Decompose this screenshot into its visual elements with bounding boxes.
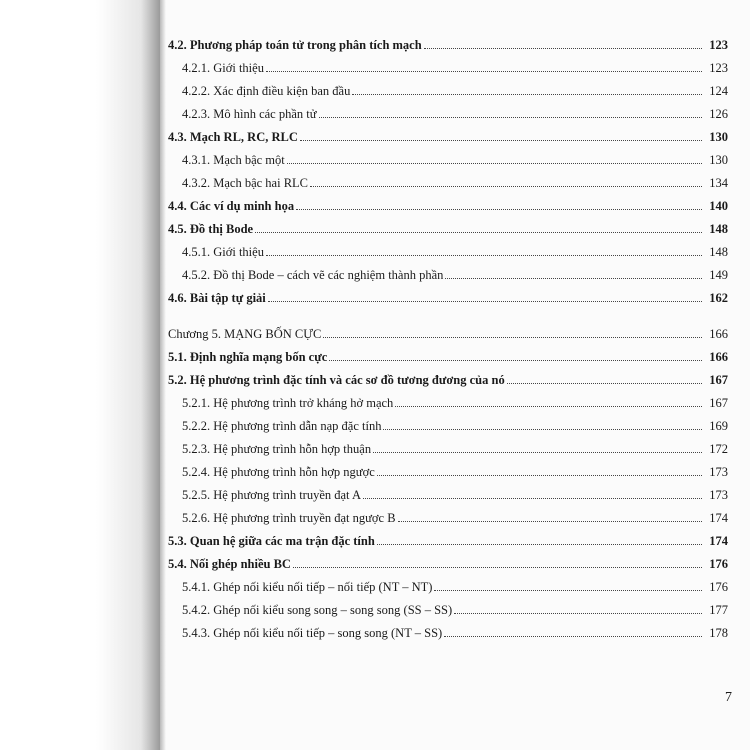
toc-entry	[182, 603, 728, 617]
toc-entry-title: 5.2.5. Hệ phương trình truyền đạt A	[182, 488, 361, 502]
toc-entry-title: 5.4.2. Ghép nối kiểu song song – song song (SS – SS)	[182, 603, 453, 617]
dot-leader	[287, 163, 702, 164]
dot-leader	[293, 567, 702, 568]
dot-leader	[507, 383, 702, 384]
toc-entry-page: 140	[709, 199, 728, 213]
dot-leader	[444, 636, 702, 637]
dot-leader	[268, 301, 702, 302]
dot-leader	[454, 613, 702, 614]
toc-entry	[182, 176, 728, 190]
toc-entry	[168, 557, 728, 571]
toc-entry-page: 167	[709, 373, 728, 387]
toc-entry-title: 5.2.3. Hệ phương trình hỗn hợp thuận	[182, 442, 372, 456]
toc-entry-page: 173	[709, 465, 728, 479]
toc-entry	[182, 107, 728, 121]
toc-entry-title: 5.1. Định nghĩa mạng bốn cực	[168, 350, 328, 364]
toc-entry-page: 174	[709, 534, 728, 548]
toc-entry	[182, 419, 728, 433]
toc-entry-title: 4.3. Mạch RL, RC, RLC	[168, 130, 298, 144]
toc-entry-title: 5.4.3. Ghép nối kiểu nối tiếp – song song (NT – SS)	[182, 626, 443, 640]
toc-entry-page: 176	[709, 580, 728, 594]
dot-leader	[296, 209, 702, 210]
toc-entry-page: 149	[709, 268, 728, 282]
toc-entry-title: 4.3.1. Mạch bậc một	[182, 153, 285, 167]
toc-entry	[182, 245, 728, 259]
toc-entry-page: 124	[709, 84, 728, 98]
toc-entry	[168, 373, 728, 387]
toc-entry-title: 5.3. Quan hệ giữa các ma trận đặc tính	[168, 534, 375, 548]
toc-entry-title: 5.2.6. Hệ phương trình truyền đạt ngược B	[182, 511, 396, 525]
toc-entry-page: 148	[709, 222, 728, 236]
dot-leader	[255, 232, 702, 233]
dot-leader	[395, 406, 702, 407]
book-page	[160, 0, 750, 750]
toc-entry	[168, 350, 728, 364]
toc-entry-page: 130	[709, 153, 728, 167]
toc-entry-title: 5.2.1. Hệ phương trình trở kháng hở mạch	[182, 396, 394, 410]
toc-entry-title: 4.5.2. Đồ thị Bode – cách vẽ các nghiệm thành phần	[182, 268, 444, 282]
page-number: 7	[725, 690, 732, 705]
toc-entry-page: 123	[709, 38, 728, 52]
dot-leader	[377, 544, 702, 545]
toc-entry-title: 5.4. Nối ghép nhiều BC	[168, 557, 291, 571]
toc-entry-page: 178	[709, 626, 728, 640]
toc-entry	[182, 153, 728, 167]
toc-entry-page: 176	[709, 557, 728, 571]
toc-entry-title: 4.2.3. Mô hình các phần tử	[182, 107, 317, 121]
toc-entry-title: 4.5.1. Giới thiệu	[182, 245, 264, 259]
dot-leader	[383, 429, 702, 430]
toc-entry-page: 166	[709, 350, 728, 364]
toc-entry-page: 134	[709, 176, 728, 190]
toc-entry-page: 148	[709, 245, 728, 259]
toc-entry-title: 4.3.2. Mạch bậc hai RLC	[182, 176, 309, 190]
toc-entry	[182, 580, 728, 594]
toc-entry	[182, 268, 728, 282]
dot-leader	[373, 452, 702, 453]
toc-entry	[182, 465, 728, 479]
dot-leader	[377, 475, 702, 476]
toc-entry	[168, 38, 728, 52]
dot-leader	[323, 337, 702, 338]
dot-leader	[363, 498, 702, 499]
dot-leader	[352, 94, 702, 95]
toc-entry-page: 166	[709, 327, 728, 341]
toc-entry	[182, 442, 728, 456]
toc-entry-title: 5.2.2. Hệ phương trình dẫn nạp đặc tính	[182, 419, 382, 433]
toc-entry-page: 169	[709, 419, 728, 433]
toc-entry-title: 5.2.4. Hệ phương trình hỗn hợp ngược	[182, 465, 375, 479]
toc-entry-page: 173	[709, 488, 728, 502]
toc-entry-page: 174	[709, 511, 728, 525]
toc-entry-title: 4.5. Đồ thị Bode	[168, 222, 254, 236]
toc-entry-page: 162	[709, 291, 728, 305]
toc-entry-page: 167	[709, 396, 728, 410]
dot-leader	[329, 360, 702, 361]
toc-entry-title: 4.2. Phương pháp toán tử trong phân tích mạch	[168, 38, 422, 52]
dot-leader	[445, 278, 702, 279]
toc-entry	[168, 534, 728, 548]
dot-leader	[266, 255, 702, 256]
toc-entry	[182, 511, 728, 525]
toc-entry	[182, 626, 728, 640]
toc-entry	[168, 199, 728, 213]
toc-entry-title: 4.6. Bài tập tự giải	[168, 291, 266, 305]
toc-entry-page: 123	[709, 61, 728, 75]
toc-entry	[168, 222, 728, 236]
toc-entry	[168, 291, 728, 305]
toc-entry	[182, 84, 728, 98]
dot-leader	[300, 140, 702, 141]
toc-entry	[182, 61, 728, 75]
background-left	[0, 0, 160, 750]
toc-entry	[168, 327, 728, 341]
toc-entry-title: Chương 5. MẠNG BỐN CỰC	[168, 327, 322, 341]
toc-entry-title: 4.2.2. Xác định điều kiện ban đầu	[182, 84, 351, 98]
dot-leader	[319, 117, 702, 118]
dot-leader	[398, 521, 702, 522]
toc-entry	[182, 396, 728, 410]
toc-entry-title: 4.4. Các ví dụ minh họa	[168, 199, 295, 213]
toc-entry-title: 5.2. Hệ phương trình đặc tính và các sơ đồ tương đương của nó	[168, 373, 505, 387]
dot-leader	[266, 71, 702, 72]
toc-entry-title: 5.4.1. Ghép nối kiểu nối tiếp – nối tiếp (NT – NT)	[182, 580, 433, 594]
dot-leader	[310, 186, 702, 187]
toc-entry-title: 4.2.1. Giới thiệu	[182, 61, 264, 75]
dot-leader	[424, 48, 702, 49]
toc-entry	[168, 130, 728, 144]
toc-entry-page: 172	[709, 442, 728, 456]
toc-entry	[182, 488, 728, 502]
toc-entry-page: 126	[709, 107, 728, 121]
toc-entry-page: 177	[709, 603, 728, 617]
dot-leader	[434, 590, 702, 591]
toc-entry-page: 130	[709, 130, 728, 144]
